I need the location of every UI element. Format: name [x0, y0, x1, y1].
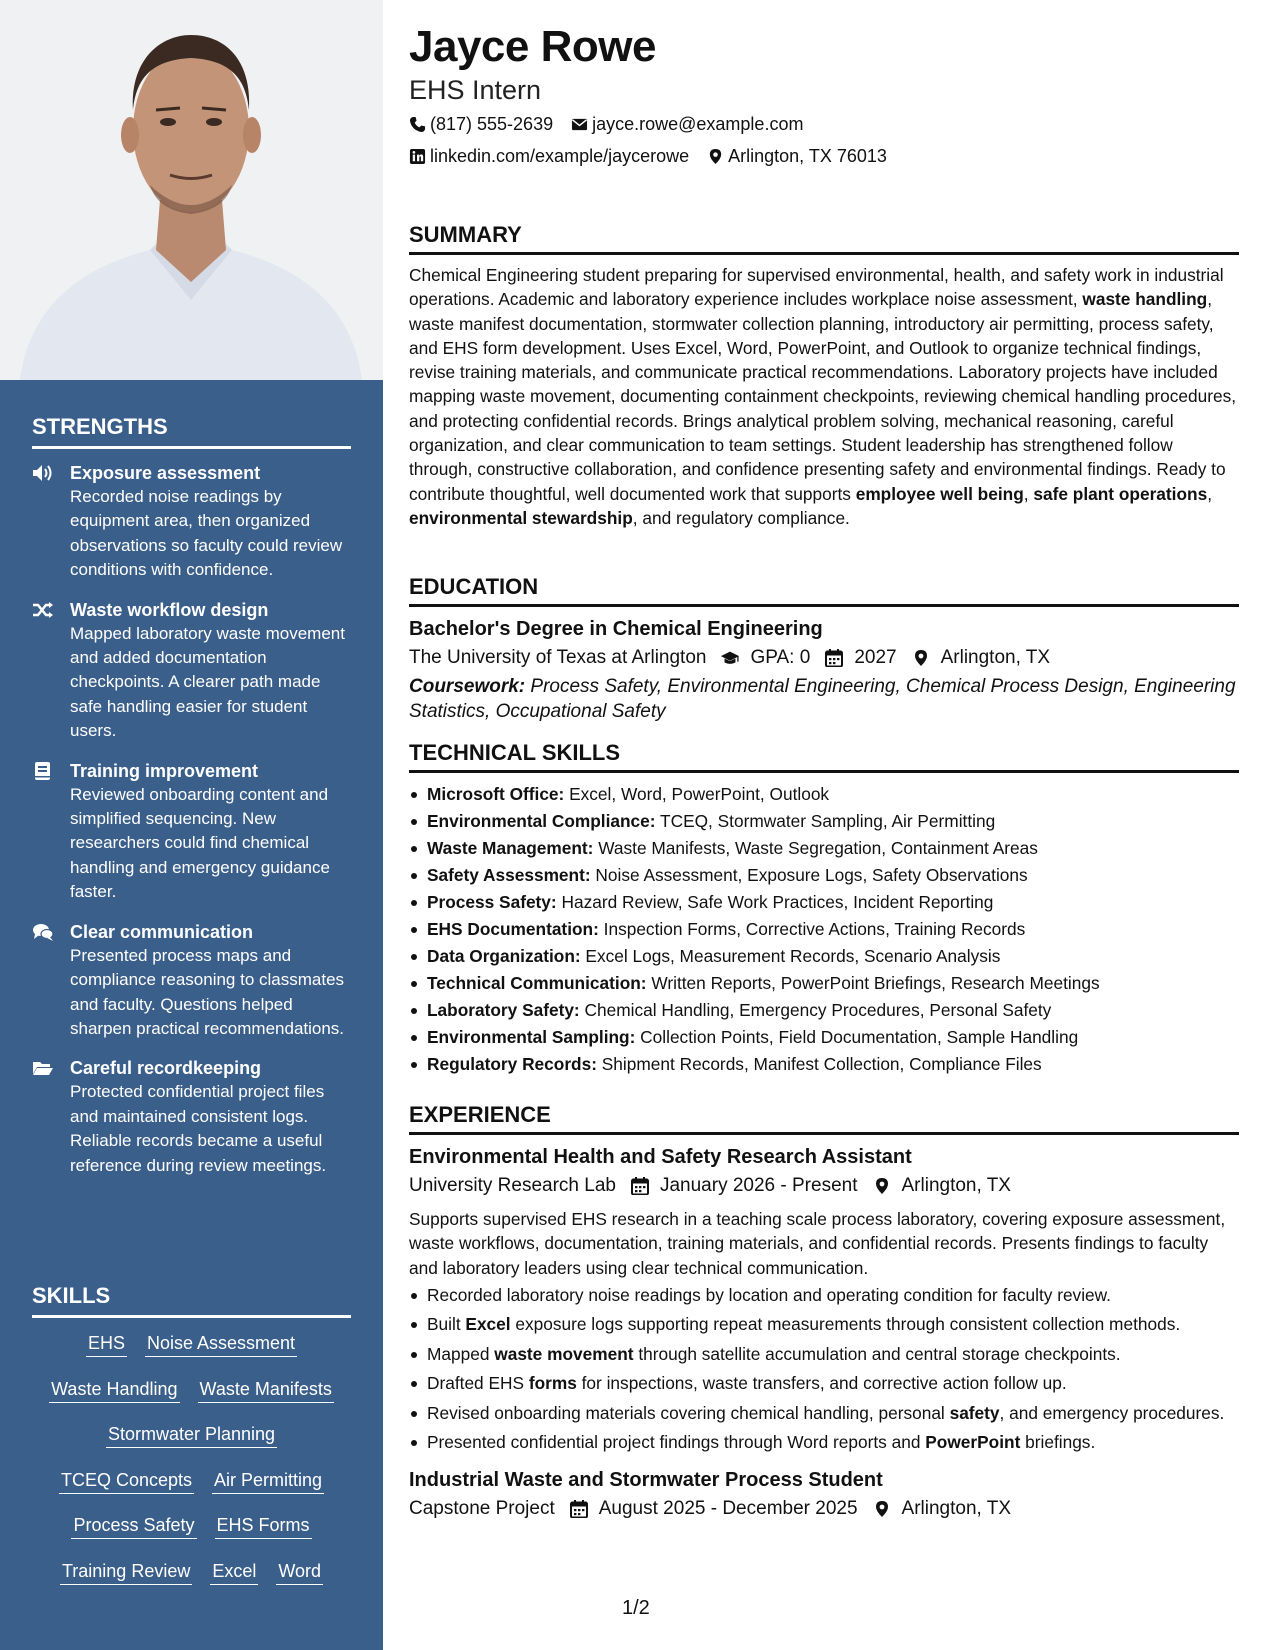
education-heading: EDUCATION: [409, 574, 1239, 607]
skill-row: [32, 1376, 351, 1422]
linkedin-icon: [409, 148, 426, 165]
degree-title: Bachelor's Degree in Chemical Engineering: [409, 618, 823, 640]
job-meta: [409, 1494, 1239, 1524]
map-pin-icon: [872, 1177, 892, 1195]
sidebar: [0, 0, 383, 1650]
contact-phone: [409, 114, 553, 135]
email-text: jayce.rowe@example.com: [592, 114, 804, 134]
graduation-cap-icon: [720, 649, 740, 667]
list-item: Technical Communication: Written Reports, PowerPoint Briefings, Research Meetings: [409, 970, 1239, 997]
shuffle-icon: [32, 600, 54, 620]
job-title: Environmental Health and Safety Research Assistant: [409, 1146, 912, 1168]
calendar-icon: [824, 649, 844, 667]
technical-skills-heading: TECHNICAL SKILLS: [409, 740, 1239, 773]
list-item: Data Organization: Excel Logs, Measurement Records, Scenario Analysis: [409, 943, 1239, 970]
strength-title: Exposure assessment: [70, 463, 261, 483]
strength-title: Training improvement: [70, 760, 259, 781]
skill-tag: EHS: [86, 1330, 127, 1357]
list-item: Mapped waste movement through satellite accumulation and central storage checkpoints.: [409, 1341, 1239, 1368]
list-item: Process Safety: Hazard Review, Safe Work Practices, Incident Reporting: [409, 889, 1239, 916]
skill-tag: TCEQ Concepts: [59, 1467, 194, 1494]
envelope-icon: [571, 116, 588, 133]
strength-item: [32, 1056, 351, 1178]
education-meta: [409, 643, 1239, 673]
skill-tag: Training Review: [60, 1558, 192, 1585]
job-org: Capstone Project: [409, 1498, 555, 1520]
list-item: Regulatory Records: Shipment Records, Manifest Collection, Compliance Files: [409, 1051, 1239, 1078]
job-dates: January 2026 - Present: [659, 1175, 858, 1196]
strength-item: [32, 759, 351, 905]
experience-section: [409, 1102, 1239, 1524]
strengths-heading: STRENGTHS: [32, 414, 351, 449]
list-item: Microsoft Office: Excel, Word, PowerPoint, Outlook: [409, 781, 1239, 808]
candidate-name: Jayce Rowe: [409, 22, 656, 71]
skills-heading: SKILLS: [32, 1283, 351, 1318]
skill-tag: EHS Forms: [215, 1512, 312, 1539]
skill-row: [32, 1512, 351, 1558]
graduation-year: 2027: [854, 647, 897, 668]
job-entry: [409, 1466, 1239, 1524]
skill-row: [32, 1330, 351, 1376]
summary-section: [409, 222, 1239, 530]
strength-title: Clear communication: [70, 921, 254, 942]
page-number: 1/2: [622, 1597, 650, 1619]
strength-desc: Reviewed onboarding content and simplified sequencing. New researchers could find chemical handling and emergency guidance faster.: [70, 784, 330, 902]
job-bullets: [409, 1282, 1239, 1457]
skill-row: [32, 1558, 351, 1604]
strengths-section: [32, 414, 351, 1178]
profile-photo: [0, 0, 383, 380]
list-item: Safety Assessment: Noise Assessment, Exposure Logs, Safety Observations: [409, 862, 1239, 889]
folder-open-icon: [32, 1058, 54, 1078]
skill-tag: Noise Assessment: [145, 1330, 297, 1357]
strength-item: [32, 461, 351, 583]
technical-skills-section: [409, 740, 1239, 1078]
list-item: Waste Management: Waste Manifests, Waste Segregation, Containment Areas: [409, 835, 1239, 862]
skill-tag: Waste Manifests: [198, 1376, 334, 1403]
job-entry: [409, 1143, 1239, 1456]
skill-row: [32, 1421, 351, 1467]
experience-heading: EXPERIENCE: [409, 1102, 1239, 1135]
strength-desc: Protected confidential project files and maintained consistent logs. Reliable records became a useful reference during review meetings.: [70, 1082, 327, 1175]
strength-desc: Mapped laboratory waste movement and added documentation checkpoints. A clearer path made safe handling easier for student users.: [70, 623, 345, 741]
skill-tag: Waste Handling: [49, 1376, 179, 1403]
strength-item: [32, 920, 351, 1042]
phone-icon: [409, 116, 426, 133]
job-dates: August 2025 - December 2025: [598, 1498, 858, 1520]
skill-row: [32, 1467, 351, 1513]
skills-section: [32, 1283, 351, 1603]
job-summary: Supports supervised EHS research in a teaching scale process laboratory, covering exposure assessment, waste workflows, documentation, training materials, and confidential records. Presents findings to faculty and laboratory leaders using clear technical communication.: [409, 1209, 1226, 1278]
list-item: Recorded laboratory noise readings by location and operating condition for faculty review.: [409, 1282, 1239, 1309]
list-item: Built Excel exposure logs supporting repeat measurements through consistent collection methods.: [409, 1311, 1239, 1338]
summary-text: Chemical Engineering student preparing for supervised environmental, health, and safety work in industrial operations. Academic and laboratory experience includes workplace noise assessment, waste handling, waste manifest documentation, stormwater collection planning, introductory air permitting, process safety, and EHS form development. Uses Excel, Word, PowerPoint, and Outlook to organize technical findings, revise training materials, and communicate practical recommendations. Laboratory projects have included mapping waste movement, documenting containment checkpoints, reviewing chemical handling procedures, and protecting confidential records. Brings analytical problem solving, mechanical reasoning, careful organization, and clear communication to team settings. Student leadership has strengthened follow through, constructive collaboration, and confidence presenting safety and environmental findings. Ready to contribute thoughtful, well documented work that supports employee well being, safe plant operations, environmental stewardship, and regulatory compliance.: [409, 265, 1237, 528]
location-text: Arlington, TX 76013: [728, 146, 887, 166]
strength-desc: Recorded noise readings by equipment area, then organized observations so faculty could review conditions with confidence.: [70, 487, 343, 580]
school-name: The University of Texas at Arlington: [409, 647, 707, 668]
contact-line-2: [409, 146, 887, 167]
calendar-icon: [569, 1500, 589, 1518]
summary-heading: SUMMARY: [409, 222, 1239, 255]
linkedin-text: linkedin.com/example/jaycerowe: [430, 146, 690, 166]
skill-tag: Process Safety: [71, 1512, 196, 1539]
contact-line-1: [409, 114, 803, 135]
list-item: Laboratory Safety: Chemical Handling, Emergency Procedures, Personal Safety: [409, 997, 1239, 1024]
job-meta: [409, 1171, 1239, 1201]
comments-icon: [32, 922, 54, 942]
strength-item: [32, 598, 351, 744]
skill-tag: Word: [276, 1558, 323, 1585]
list-item: Drafted EHS forms for inspections, waste transfers, and corrective action follow up.: [409, 1370, 1239, 1397]
skill-tag: Excel: [210, 1558, 258, 1585]
candidate-role: EHS Intern: [409, 75, 542, 105]
map-pin-icon: [911, 649, 931, 667]
book-icon: [32, 761, 54, 781]
list-item: Environmental Sampling: Collection Points, Field Documentation, Sample Handling: [409, 1024, 1239, 1051]
job-title: Industrial Waste and Stormwater Process Student: [409, 1469, 883, 1492]
list-item: Presented confidential project findings through Word reports and PowerPoint briefings.: [409, 1429, 1239, 1456]
phone-text: (817) 555-2639: [430, 114, 554, 134]
technical-skills-list: [409, 781, 1239, 1078]
list-item: Environmental Compliance: TCEQ, Stormwater Sampling, Air Permitting: [409, 808, 1239, 835]
list-item: Revised onboarding materials covering chemical handling, personal safety, and emergency procedures.: [409, 1400, 1239, 1427]
calendar-icon: [630, 1177, 650, 1195]
job-location: Arlington, TX: [901, 1175, 1011, 1196]
coursework: Coursework: Process Safety, Environmental Engineering, Chemical Process Design, Engineering Statistics, Occupational Safety: [409, 676, 1236, 722]
strength-desc: Presented process maps and compliance reasoning to classmates and faculty. Questions helped sharpen practical recommendations.: [70, 945, 345, 1038]
education-section: [409, 574, 1239, 724]
strength-title: Careful recordkeeping: [70, 1058, 262, 1079]
list-item: EHS Documentation: Inspection Forms, Corrective Actions, Training Records: [409, 916, 1239, 943]
education-location: Arlington, TX: [940, 647, 1051, 668]
map-pin-icon: [872, 1500, 892, 1518]
skill-tag: Stormwater Planning: [106, 1421, 277, 1448]
strength-title: Waste workflow design: [70, 599, 269, 620]
job-org: University Research Lab: [409, 1175, 616, 1196]
gpa-text: GPA: 0: [750, 647, 811, 668]
job-location: Arlington, TX: [901, 1498, 1012, 1520]
contact-linkedin: [409, 146, 689, 167]
contact-email: [571, 114, 803, 135]
skill-tag: Air Permitting: [212, 1467, 324, 1494]
map-pin-icon: [707, 148, 724, 165]
volume-icon: [32, 463, 54, 483]
skills-list: [32, 1330, 351, 1603]
contact-location: [707, 146, 887, 167]
